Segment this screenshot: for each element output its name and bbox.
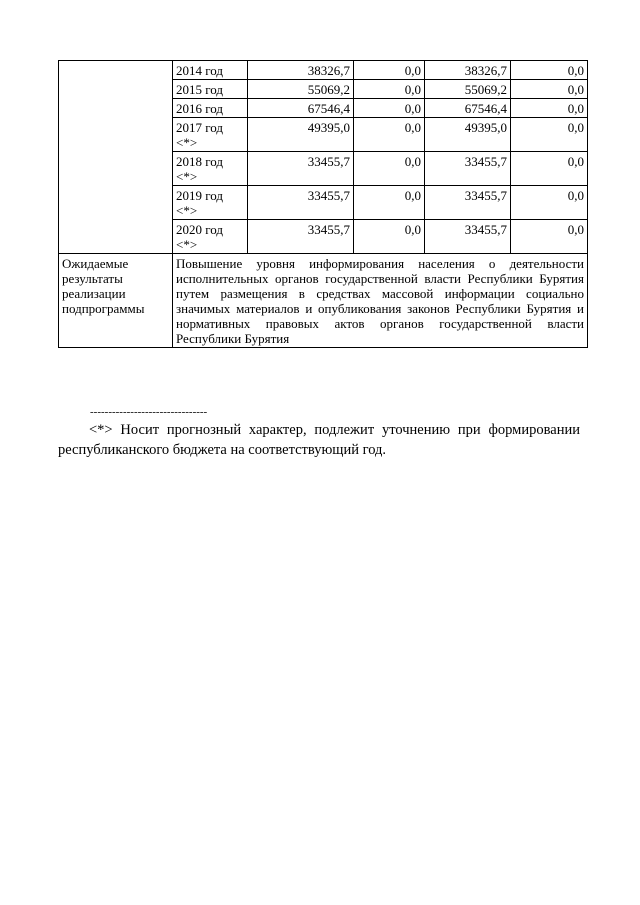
other-cell: 0,0 [511, 220, 588, 254]
republic-cell: 33455,7 [425, 186, 511, 220]
year-cell: 2015 год [173, 80, 248, 99]
total-cell: 49395,0 [248, 118, 354, 152]
other-cell: 0,0 [511, 80, 588, 99]
year-cell: 2016 год [173, 99, 248, 118]
footnote-text: <*> Носит прогнозный характер, подлежит уточнению при формировании республиканского бюджета на соответствующий год. [58, 422, 580, 458]
federal-cell: 0,0 [354, 99, 425, 118]
results-text-cell: Повышение уровня информирования населения о деятельности исполнительных органов государственной власти Республики Бурятия путем размещения в средствах массовой информации социально значимых материалов и опубликования законов Республики Бурятия и нормативных правовых актов органов государственной власти Республики Бурятия [173, 254, 588, 348]
federal-cell: 0,0 [354, 118, 425, 152]
federal-cell: 0,0 [354, 152, 425, 186]
financing-table [58, 60, 588, 348]
year-cell: 2017 год <*> [173, 118, 248, 152]
financing-table-body [59, 61, 588, 348]
other-cell: 0,0 [511, 152, 588, 186]
year-cell: 2018 год <*> [173, 152, 248, 186]
republic-cell: 49395,0 [425, 118, 511, 152]
results-label-cell: Ожидаемые результаты реализации подпрограммы [59, 254, 173, 348]
federal-cell: 0,0 [354, 80, 425, 99]
republic-cell: 67546,4 [425, 99, 511, 118]
other-cell: 0,0 [511, 118, 588, 152]
total-cell: 38326,7 [248, 61, 354, 80]
total-cell: 33455,7 [248, 186, 354, 220]
total-cell: 33455,7 [248, 152, 354, 186]
other-cell: 0,0 [511, 99, 588, 118]
other-cell: 0,0 [511, 61, 588, 80]
republic-cell: 33455,7 [425, 152, 511, 186]
total-cell: 33455,7 [248, 220, 354, 254]
total-cell: 67546,4 [248, 99, 354, 118]
federal-cell: 0,0 [354, 61, 425, 80]
footnote-separator: -------------------------------- [90, 406, 208, 418]
republic-cell: 38326,7 [425, 61, 511, 80]
republic-cell: 33455,7 [425, 220, 511, 254]
other-cell: 0,0 [511, 186, 588, 220]
federal-cell: 0,0 [354, 220, 425, 254]
results-row [59, 254, 588, 348]
table-row [59, 61, 588, 80]
merged-label-cell [59, 61, 173, 254]
year-cell: 2019 год <*> [173, 186, 248, 220]
total-cell: 55069,2 [248, 80, 354, 99]
year-cell: 2014 год [173, 61, 248, 80]
federal-cell: 0,0 [354, 186, 425, 220]
year-cell: 2020 год <*> [173, 220, 248, 254]
republic-cell: 55069,2 [425, 80, 511, 99]
